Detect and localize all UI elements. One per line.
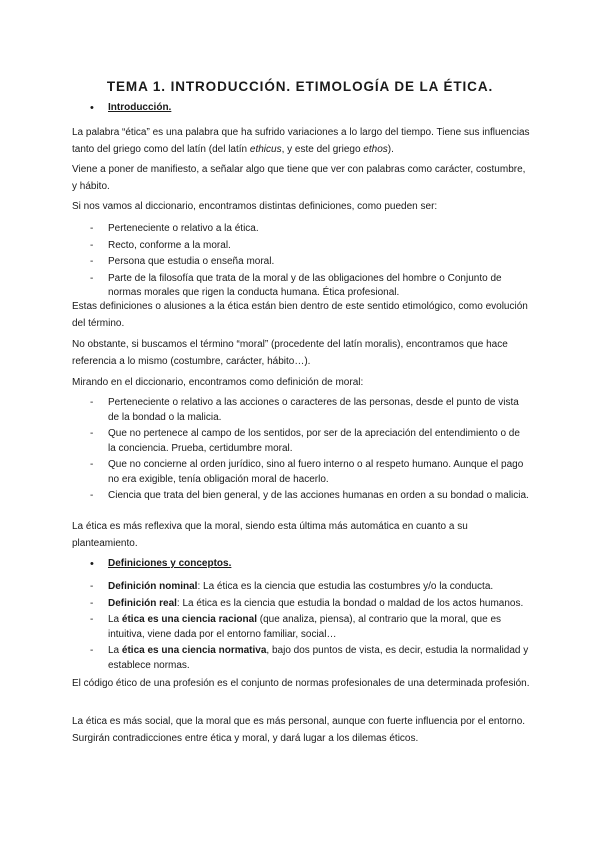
list-item: - Que no pertenece al campo de los sentidos, por ser de la apreciación del entendimiento o de la conciencia. Prueba, certidumbre moral. [90, 427, 530, 456]
paragraph: Mirando en el diccionario, encontramos como definición de moral: [72, 377, 364, 388]
paragraph: Viene a poner de manifiesto, a señalar algo que tiene que ver con palabras como carácter, costumbre, y hábito. [72, 164, 526, 192]
paragraph: No obstante, si buscamos el término “moral” (procedente del latín moralis), encontramos que hace referencia a lo mismo (costumbre, carácter, hábito…). [72, 339, 508, 367]
list-item: - La ética es una ciencia normativa, bajo dos puntos de vista, es decir, estudia la normalidad y establece normas. [90, 644, 530, 673]
paragraph: La palabra “ética” es una palabra que ha sufrido variaciones a lo largo del tiempo. Tiene sus influencias tanto del griego como del latín (del latín ethicus, y este del griego ethos). [72, 127, 530, 155]
list-item: - Definición real: La ética es la ciencia que estudia la bondad o maldad de los actos humanos. [90, 597, 530, 612]
paragraph: El código ético de una profesión es el conjunto de normas profesionales de una determinada profesión. [72, 678, 530, 689]
list-item: - Ciencia que trata del bien general, y de las acciones humanas en orden a su bondad o malicia. [90, 489, 530, 504]
document-page: TEMA 1. INTRODUCCIÓN. ETIMOLOGÍA DE LA ÉTICA. • Introducción. La palabra “ética” es una palabra que ha sufrido variaciones a lo largo del tiempo. Tiene sus influencias tanto del griego como del latín (del latín ethicus, y este del griego ethos). Viene a poner de manifiesto, a señalar algo que tiene que ver con palabras como carácter, costumbre, y hábito. Si nos vamos al diccionario, encontramos distintas definiciones, como pueden ser: - Perteneciente o relativo a la ética. - Recto, conforme a la moral. - Persona que estudia o enseña moral. - Parte de la filosofía que trata de la moral y de las obligaciones del hombre o Conjunto de normas morales que rigen la conducta humana. Ética profesional. Estas definiciones o alusiones a la ética están bien dentro de este sentido etimológico, como evolución del término. No obstante, si buscamos el término “moral” (procedente del latín moralis), encontramos que hace referencia a lo mismo (costumbre, carácter, hábito…). Mirando en el diccionario, encontramos como definición de moral: - Perteneciente o relativo a las acciones o caracteres de las personas, desde el punto de vista de la bondad o la malicia. - Que no pertenece al campo de los sentidos, por ser de la apreciación del entendimiento o de la conciencia. Prueba, certidumbre moral. - Que no concierne al orden jurídico, sino al fuero interno o al respeto humano. Aunque el pago no era exigible, tenía obligación moral de hacerlo. - Ciencia que trata del bien general, y de las acciones humanas en orden a su bondad o malicia. La ética es más reflexiva que la moral, siendo esta última más automática en cuanto a su planteamiento. • Definiciones y conceptos. - Definición nominal: La ética es la ciencia que estudia las costumbres y/o la conducta. - Definición real: La ética es la ciencia que estudia la bondad o maldad de los actos humanos. - La ética es una ciencia racional (que analiza, piensa), al contrario que la moral, que es intuitiva, viene dada por el entorno familiar, social… - La ética es una ciencia normativa, bajo dos puntos de vista, es decir, estudia la normalidad y establece normas. El código ético de una profesión es el conjunto de normas profesionales de una determinada profesión. La ética es más social, que la moral que es más personal, aunque con fuerte influencia por el entorno. Surgirán contradicciones entre ética y moral, y dará lugar a los dilemas éticos. [0, 0, 600, 848]
list-item: - La ética es una ciencia racional (que analiza, piensa), al contrario que la moral, que es intuitiva, viene dada por el entorno familiar, social… [90, 613, 530, 642]
list-item: - Definición nominal: La ética es la ciencia que estudia las costumbres y/o la conducta. [90, 580, 530, 595]
paragraph: Si nos vamos al diccionario, encontramos distintas definiciones, como pueden ser: [72, 201, 438, 212]
document-title: TEMA 1. INTRODUCCIÓN. ETIMOLOGÍA DE LA ÉTICA. [106, 79, 494, 94]
definition-list-moral [90, 396, 530, 506]
list-item: - Persona que estudia o enseña moral. [90, 255, 530, 270]
list-item: - Recto, conforme a la moral. [90, 239, 530, 254]
concept-list [90, 580, 530, 675]
bullet-icon: • [90, 558, 94, 570]
list-item: - Perteneciente o relativo a la ética. [90, 222, 530, 237]
list-item: - Que no concierne al orden jurídico, sino al fuero interno o al respeto humano. Aunque el pago no era exigible, tenía obligación moral de hacerlo. [90, 458, 530, 487]
definition-list-etica [90, 222, 530, 303]
list-item: - Perteneciente o relativo a las acciones o caracteres de las personas, desde el punto de vista de la bondad o la malicia. [90, 396, 530, 425]
paragraph: Estas definiciones o alusiones a la ética están bien dentro de este sentido etimológico, como evolución del término. [72, 301, 528, 329]
paragraph: La ética es más reflexiva que la moral, siendo esta última más automática en cuanto a su planteamiento. [72, 521, 468, 549]
paragraph: La ética es más social, que la moral que es más personal, aunque con fuerte influencia por el entorno. Surgirán contradicciones entre ética y moral, y dará lugar a los dilemas éticos. [72, 716, 526, 744]
bullet-icon: • [90, 102, 94, 114]
list-item: - Parte de la filosofía que trata de la moral y de las obligaciones del hombre o Conjunto de normas morales que rigen la conducta humana. Ética profesional. [90, 272, 530, 301]
